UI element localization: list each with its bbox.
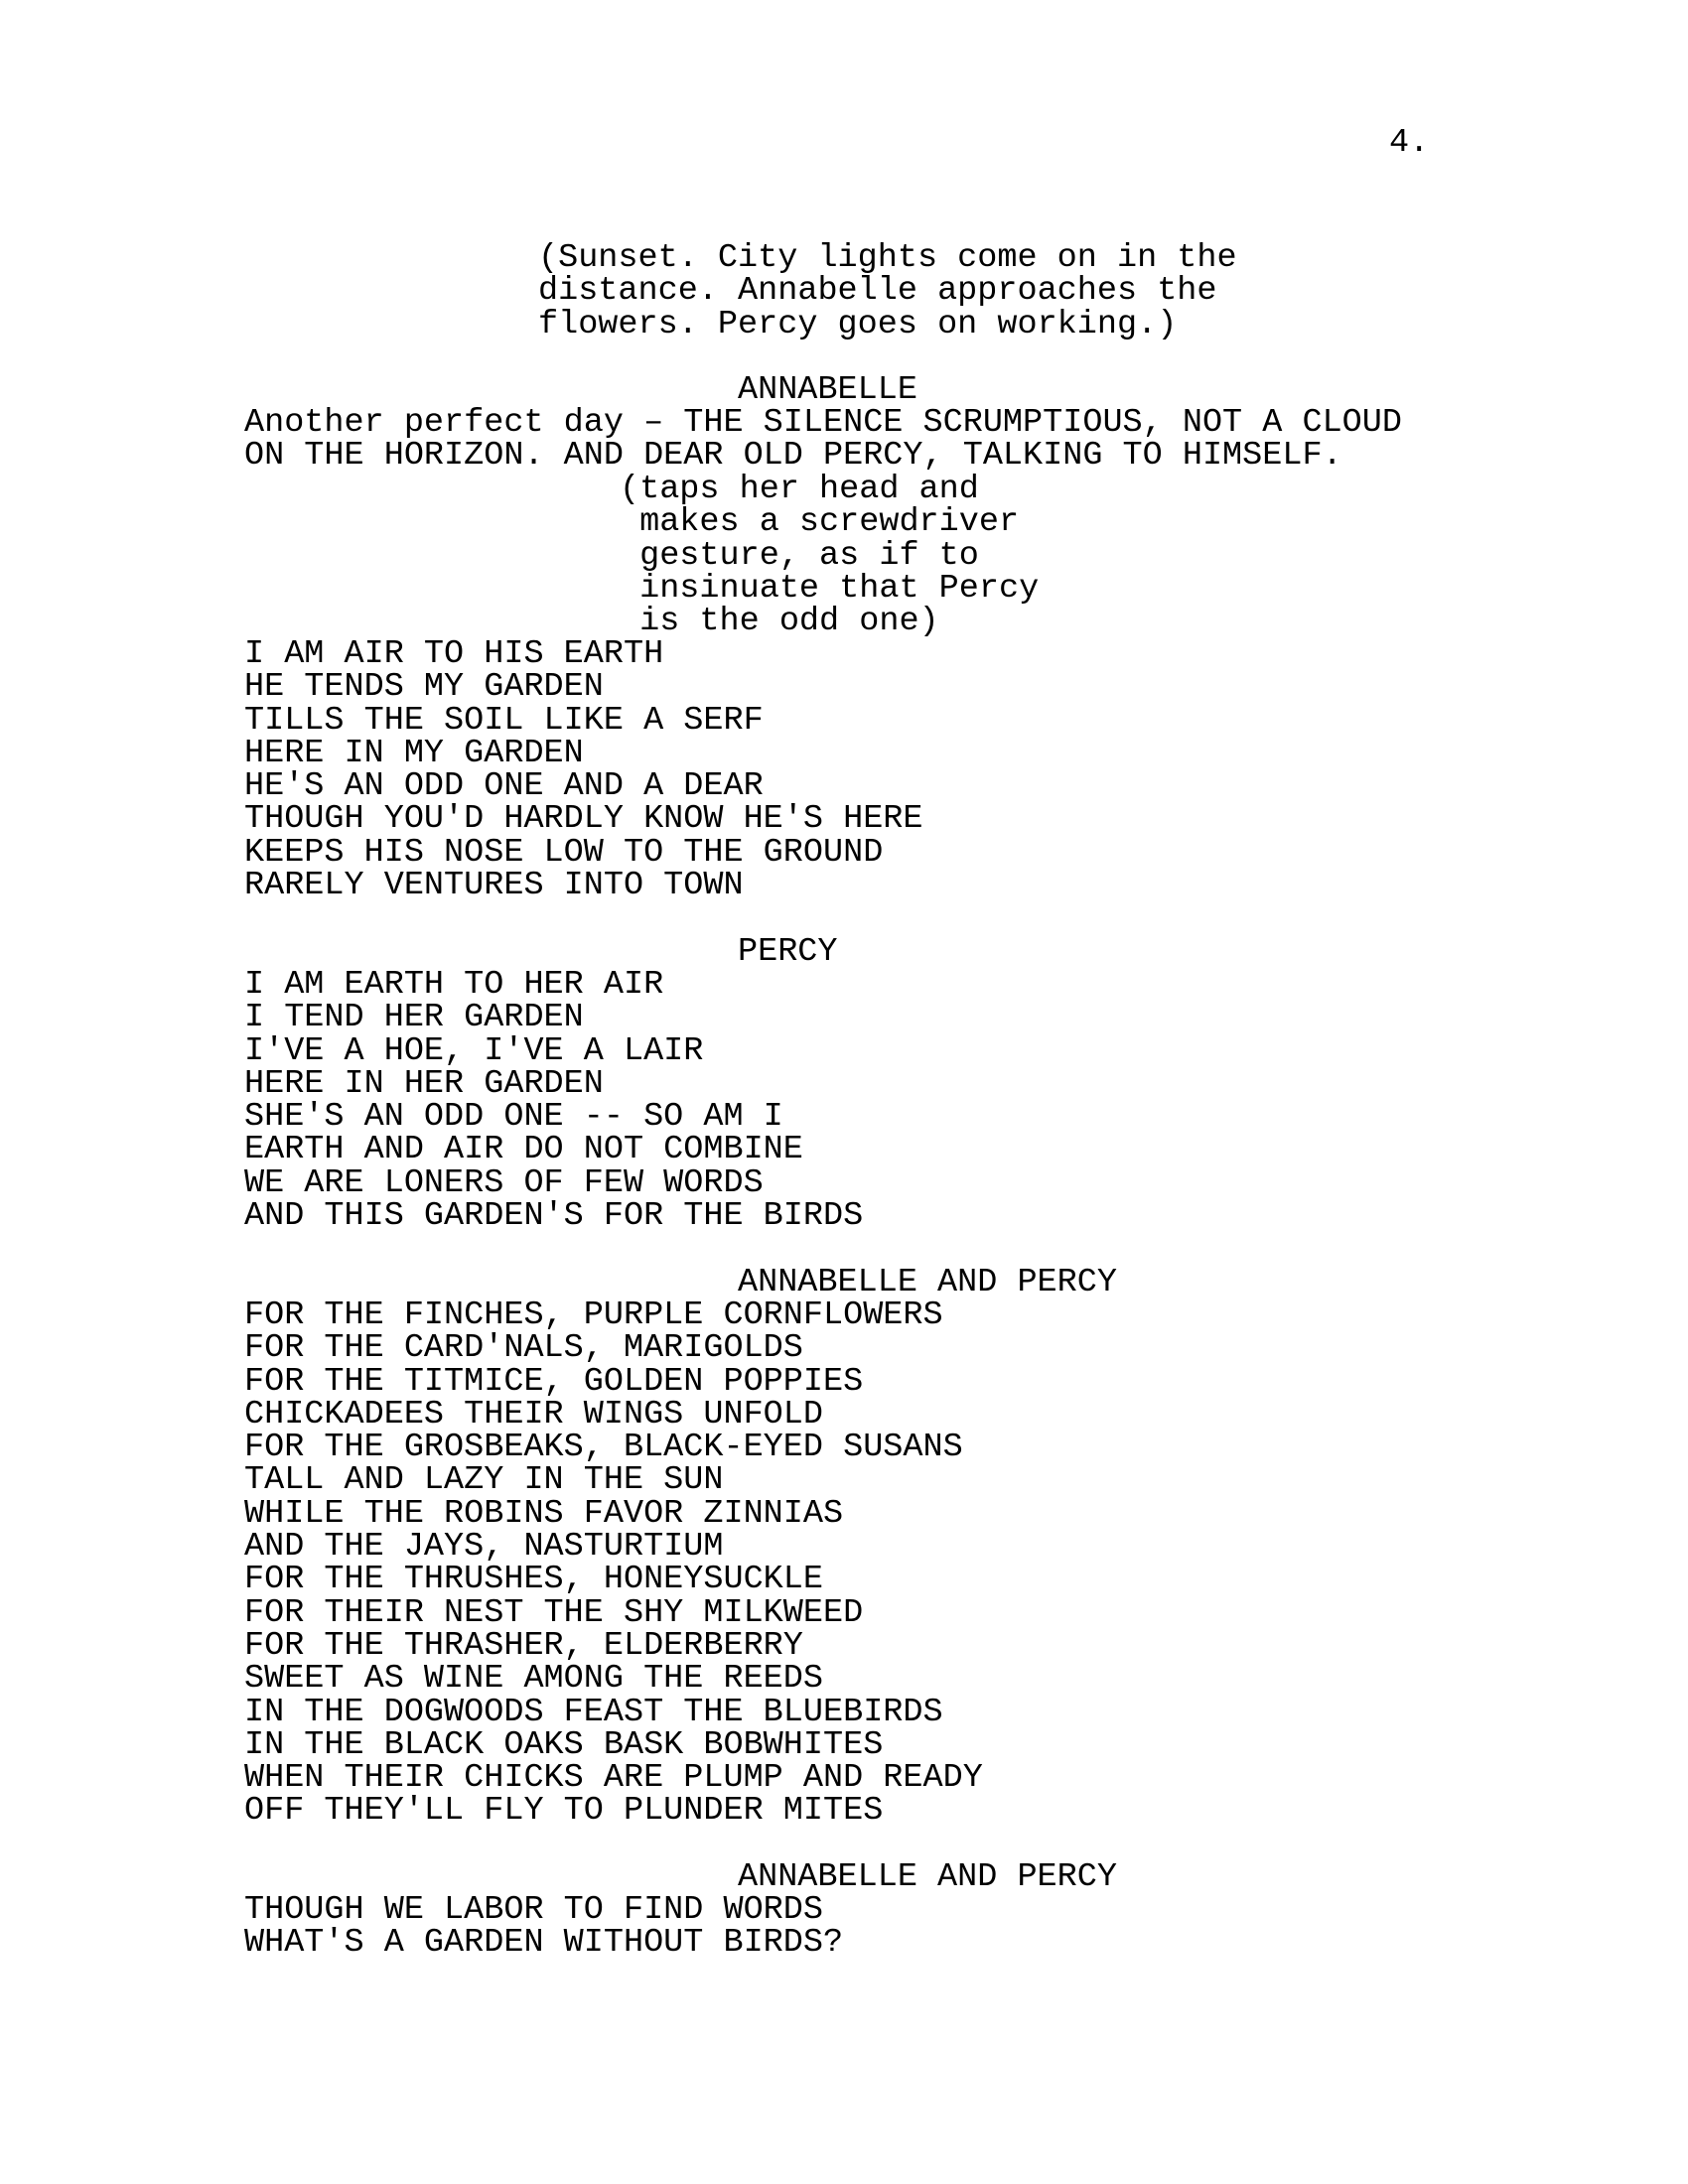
lyric-line: FOR THE CARD'NALS, MARIGOLDS [244, 1329, 803, 1368]
parenthetical-line: gesture, as if to [620, 536, 979, 575]
lyric-line: HERE IN HER GARDEN [244, 1064, 604, 1103]
parenthetical-line: (taps her head and [620, 471, 979, 508]
lyric-line: TILLS THE SOIL LIKE A SERF [244, 701, 764, 740]
parenthetical-line: is the odd one) [620, 603, 939, 641]
lyric-line: CHICKADEES THEIR WINGS UNFOLD [244, 1395, 823, 1433]
character-name-percy: PERCY [738, 933, 838, 971]
page-number: 4. [1389, 124, 1430, 162]
lyrics-duet-2 [244, 1891, 844, 1963]
lyric-line: I TEND HER GARDEN [244, 999, 584, 1037]
lyric-line: WHILE THE ROBINS FAVOR ZINNIAS [244, 1494, 844, 1533]
lyric-line: HE'S AN ODD ONE AND A DEAR [244, 767, 764, 806]
lyric-line: I'VE A HOE, I'VE A LAIR [244, 1031, 704, 1070]
lyrics-percy [244, 966, 864, 1236]
lyric-line: HERE IN MY GARDEN [244, 734, 584, 772]
lyric-line: FOR THEIR NEST THE SHY MILKWEED [244, 1593, 864, 1632]
lyric-line: WHAT'S A GARDEN WITHOUT BIRDS? [244, 1924, 844, 1963]
lyric-line: FOR THE TITMICE, GOLDEN POPPIES [244, 1362, 864, 1401]
parenthetical-line: makes a screwdriver [620, 503, 1020, 542]
lyric-line: I AM AIR TO HIS EARTH [244, 635, 664, 673]
lyric-line: THOUGH WE LABOR TO FIND WORDS [244, 1891, 823, 1929]
lyrics-duet [244, 1299, 983, 1829]
lyric-line: EARTH AND AIR DO NOT COMBINE [244, 1131, 803, 1169]
stage-direction-line: distance. Annabelle approaches the [538, 272, 1217, 311]
dialogue-line: ON THE HORIZON. AND DEAR OLD PERCY, TALKING TO HIMSELF. [244, 437, 1342, 476]
lyric-line: I AM EARTH TO HER AIR [244, 966, 664, 1004]
lyric-line: FOR THE FINCHES, PURPLE CORNFLOWERS [244, 1297, 943, 1334]
lyric-line: FOR THE THRUSHES, HONEYSUCKLE [244, 1561, 823, 1599]
lyric-line: FOR THE GROSBEAKS, BLACK-EYED SUSANS [244, 1429, 963, 1467]
lyric-line: FOR THE THRASHER, ELDERBERRY [244, 1626, 803, 1665]
lyric-line: HE TENDS MY GARDEN [244, 668, 604, 707]
lyric-line: IN THE BLACK OAKS BASK BOBWHITES [244, 1725, 884, 1764]
lyric-line: AND THE JAYS, NASTURTIUM [244, 1528, 724, 1567]
lyric-line: IN THE DOGWOODS FEAST THE BLUEBIRDS [244, 1693, 943, 1731]
lyric-line: AND THIS GARDEN'S FOR THE BIRDS [244, 1197, 864, 1236]
stage-direction [538, 239, 1237, 343]
dialogue-line: Another perfect day – THE SILENCE SCRUMPTIOUS, NOT A CLOUD [244, 404, 1402, 442]
character-name-annabelle: ANNABELLE [738, 371, 917, 409]
lyric-line: SHE'S AN ODD ONE -- SO AM I [244, 1098, 783, 1137]
lyric-line: KEEPS HIS NOSE LOW TO THE GROUND [244, 833, 884, 872]
character-name-duet: ANNABELLE AND PERCY [738, 1264, 1117, 1301]
lyric-line: OFF THEY'LL FLY TO PLUNDER MITES [244, 1792, 884, 1831]
character-name-duet-2: ANNABELLE AND PERCY [738, 1858, 1117, 1896]
dialogue-opening [244, 404, 1402, 476]
lyric-line: THOUGH YOU'D HARDLY KNOW HE'S HERE [244, 800, 923, 839]
parenthetical-line: insinuate that Percy [620, 569, 1040, 608]
lyric-line: SWEET AS WINE AMONG THE REEDS [244, 1660, 823, 1699]
lyric-line: WE ARE LONERS OF FEW WORDS [244, 1163, 764, 1202]
lyric-line: RARELY VENTURES INTO TOWN [244, 867, 744, 905]
stage-direction-line: flowers. Percy goes on working.) [538, 305, 1178, 343]
lyric-line: TALL AND LAZY IN THE SUN [244, 1461, 724, 1500]
lyrics-annabelle [244, 635, 923, 905]
stage-direction-line: (Sunset. City lights come on in the [538, 239, 1237, 277]
parenthetical [620, 471, 1040, 641]
lyric-line: WHEN THEIR CHICKS ARE PLUMP AND READY [244, 1759, 983, 1798]
